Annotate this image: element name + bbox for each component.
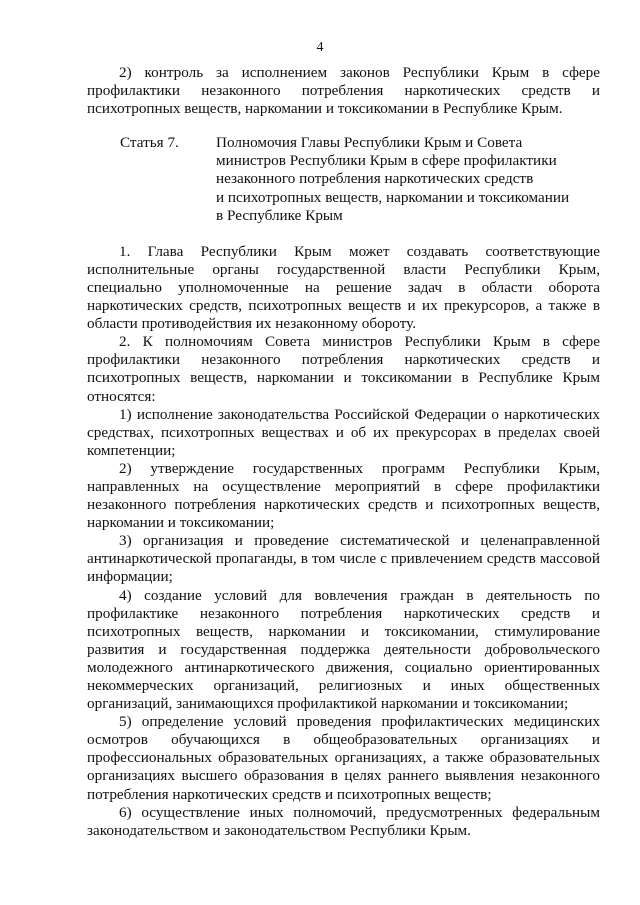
list-item-1: 1) исполнение законодательства Российской Федерации о наркотических средствах, психотропных веществах и об их прекурсорах в пределах своей компетенции; (87, 405, 600, 459)
page-number: 4 (316, 40, 324, 55)
list-item-4: 4) создание условий для вовлечения граждан в деятельность по профилактике незаконного потребления наркотических средств и психотропных веществ, наркомании и токсикомании, стимулирование развития и государственная поддержка деятельности добровольческого молодежного антинаркотического движения, социально ориентированных некоммерческих организаций, религиозных и иных общественных организаций, занимающихся профилактикой наркомании и токсикомании; (87, 586, 600, 713)
article-title-line-4: и психотропных веществ, наркомании и токсикомании (216, 188, 570, 206)
paragraph-1: 1. Глава Республики Крым может создавать соответствующие исполнительные органы государственной власти Республики Крым, специально уполномоченные на решение задач в области оборота наркотических средств, психотропных веществ и их прекурсоров, а также в области противодействия их незаконному обороту. (87, 242, 600, 333)
list-item-5: 5) определение условий проведения профилактических медицинских осмотров обучающихся в общеобразовательных организациях и профессиональных образовательных организациях, а также образовательных организациях высшего образования в целях раннего выявления незаконного потребления наркотических средств и психотропных веществ; (87, 713, 600, 803)
article-title-line-1: Полномочия Главы Республики Крым и Совета (216, 134, 523, 152)
article-title-line-2: министров Республики Крым в сфере профилактики (216, 152, 557, 170)
list-item-2: 2) утверждение государственных программ Республики Крым, направленных на осуществление мероприятий в сфере профилактики незаконного потребления наркотических средств и психотропных веществ, наркомании и токсикомании; (87, 459, 600, 532)
article-title-line-3: незаконного потребления наркотических средств (216, 170, 534, 188)
article-title-line-5: в Республике Крым (216, 206, 343, 224)
article-label: Статья 7. (120, 134, 179, 152)
list-item-3: 3) организация и проведение систематической и целенаправленной антинаркотической пропаганды, в том числе с привлечением средств массовой информации; (87, 532, 600, 586)
list-item-6: 6) осуществление иных полномочий, предусмотренных федеральным законодательством и законодательством Республики Крым. (87, 803, 600, 839)
document-body (87, 64, 600, 840)
article-title (216, 134, 600, 224)
paragraph-2: 2. К полномочиям Совета министров Республики Крым в сфере профилактики незаконного потребления наркотических средств и психотропных веществ, наркомании и токсикомании в Республике Крым относятся: (87, 333, 600, 405)
article-heading (87, 134, 600, 224)
paragraph-control: 2) контроль за исполнением законов Республики Крым в сфере профилактики незаконного потребления наркотических средств и психотропных веществ, наркомании и токсикомании в Республике Крым. (87, 64, 600, 118)
